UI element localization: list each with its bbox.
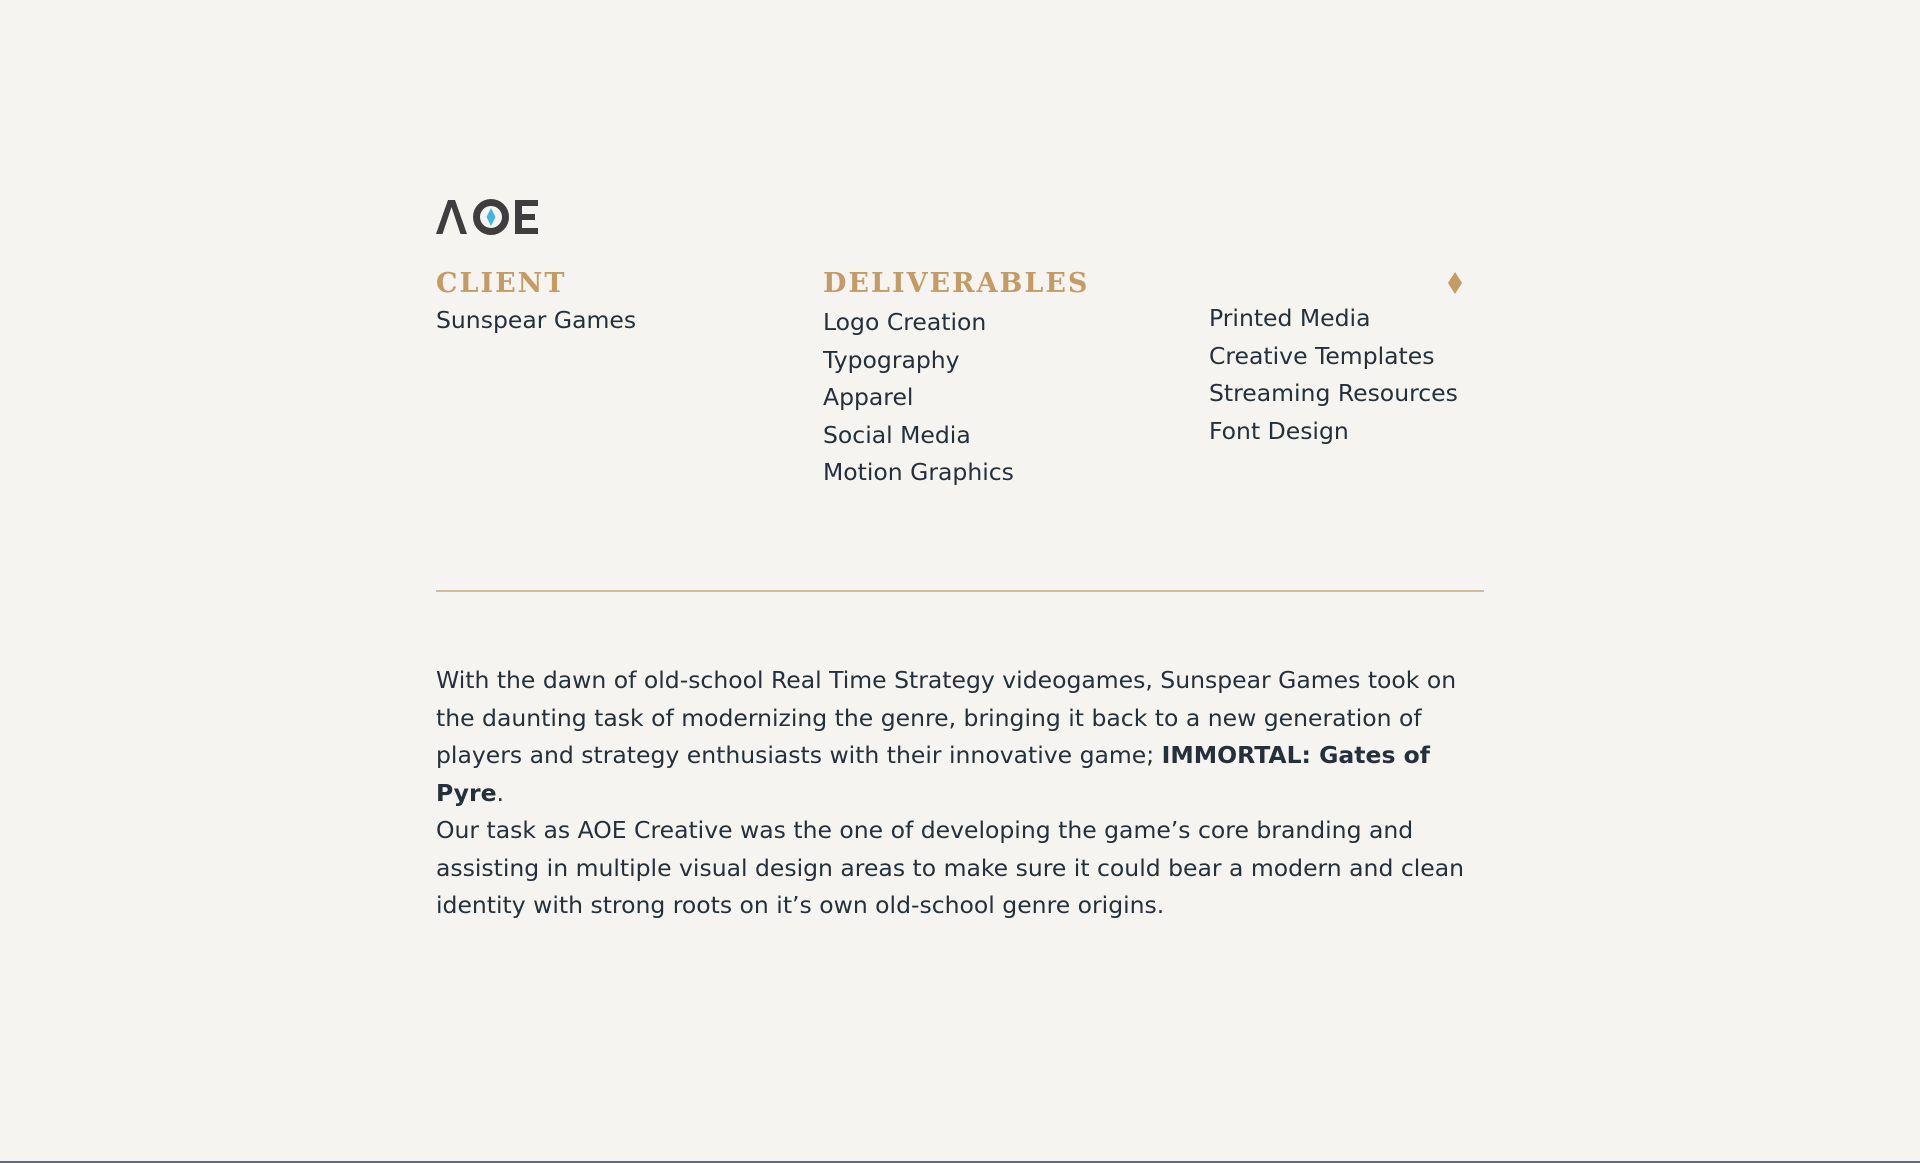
- client-label: CLIENT: [436, 268, 567, 299]
- deliverable-item: Font Design: [1209, 416, 1349, 445]
- deliverables-list-1: [823, 304, 1014, 492]
- deliverable-item: Motion Graphics: [823, 458, 1014, 486]
- deliverable-item: Apparel: [823, 383, 914, 411]
- deliverable-item: Creative Templates: [1209, 341, 1435, 370]
- deliverables-list-2: [1209, 300, 1458, 450]
- description-text: With the dawn of old-school Real Time Strategy videogames, Sunspear Games took on the daunting task of modernizing the genre, bringing it back to a new generation of players and strategy enthusiasts with their innovative game;: [436, 666, 1457, 769]
- game-title: IMMORTAL: Gates of Pyre: [436, 741, 1430, 807]
- deliverable-item: Logo Creation: [823, 308, 987, 336]
- deliverable-item: Typography: [823, 345, 960, 374]
- description-paragraph-2: Our task as AOE Creative was the one of developing the game’s core branding and assisting in multiple visual design areas to make sure it could bear a modern and clean identity with strong roots on it’s own old-school genre origins.: [436, 816, 1465, 919]
- description-paragraph-1: [436, 662, 1496, 812]
- section-divider: [436, 590, 1484, 592]
- deliverable-item: Printed Media: [1209, 304, 1371, 332]
- client-name: Sunspear Games: [436, 306, 637, 334]
- aoe-logo: [436, 196, 546, 236]
- description-text-end: .: [496, 778, 504, 807]
- deliverable-item: Social Media: [823, 420, 971, 449]
- deliverable-item: Streaming Resources: [1209, 379, 1458, 407]
- diamond-icon: [1447, 272, 1463, 294]
- deliverables-label: DELIVERABLES: [823, 268, 1090, 299]
